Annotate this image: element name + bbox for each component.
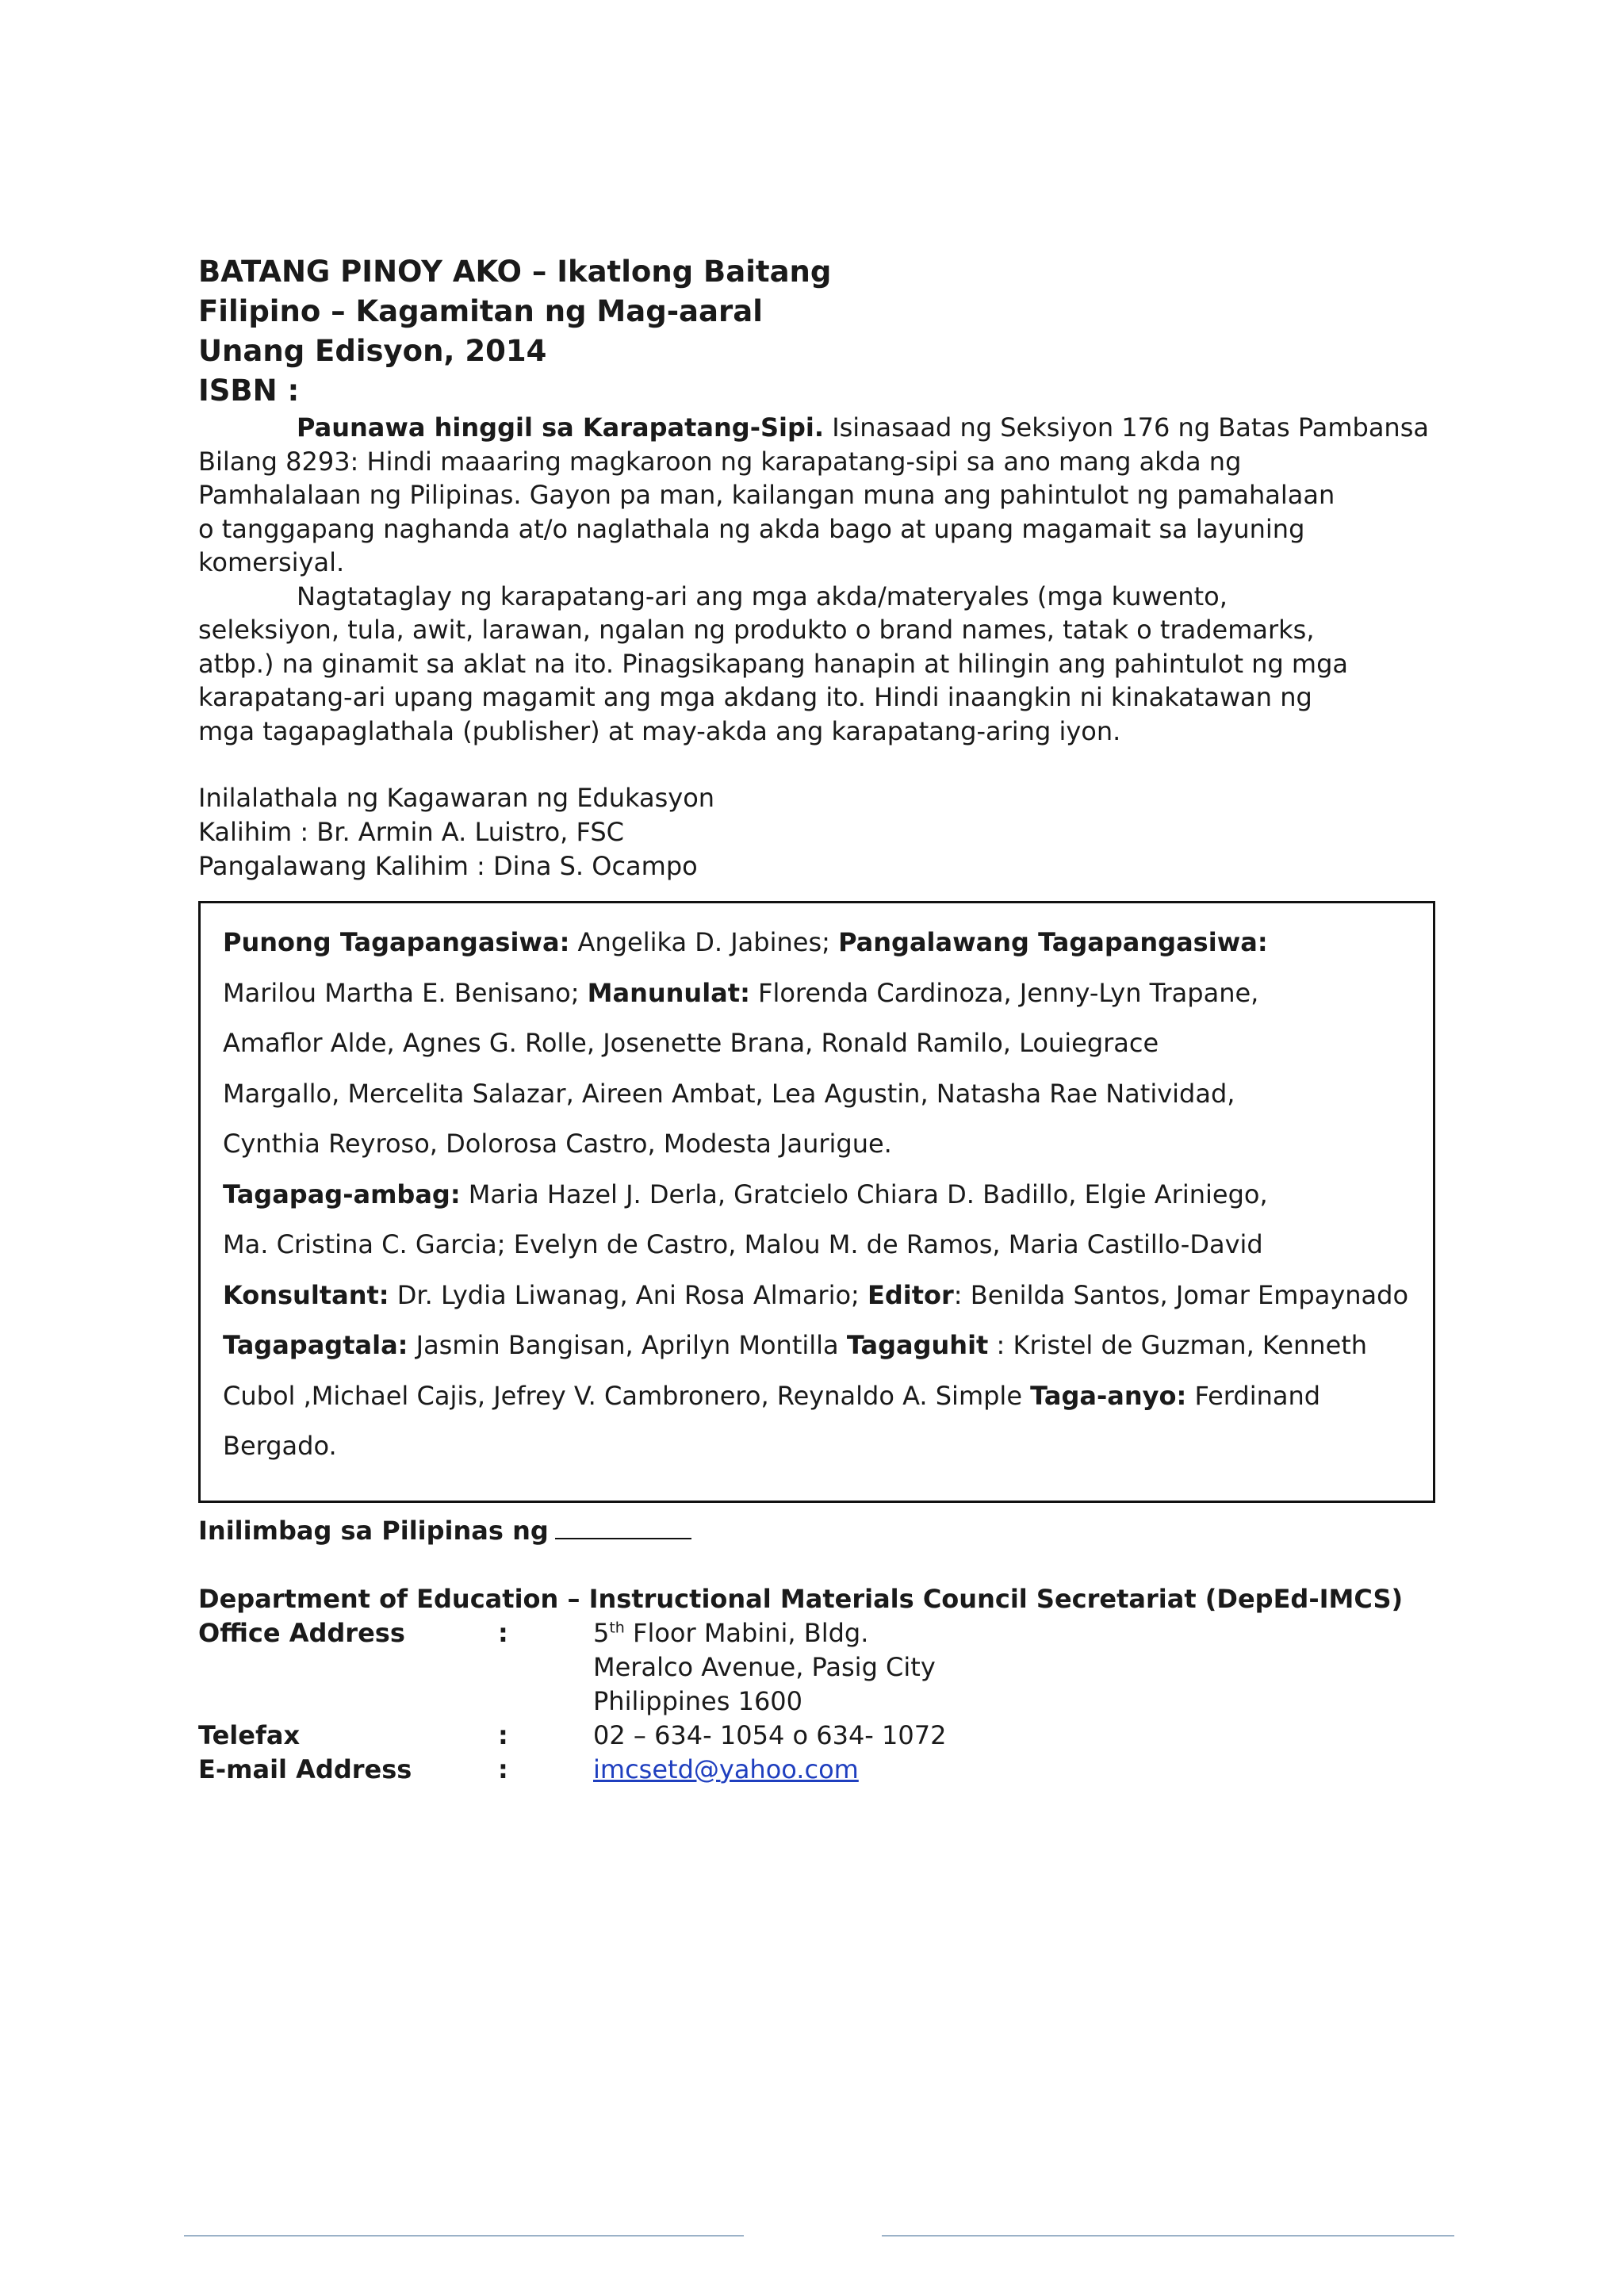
notice-paragraph-1: Paunawa hinggil sa Karapatang-Sipi. Isinasaad ng Seksiyon 176 ng Batas Pambansa Bilang 8293: Hindi maaaring magkaroon ng karapatang-sipi sa ano mang akda ng Pamhalalaan ng Pilipinas. Gayon pa man, kailangan muna ang pahintulot ng pamahalaan o tanggapang naghanda at/o naglathala ng akda bago at upang magamait sa layuning komersiyal. [198, 412, 1429, 577]
telefax-row: Telefax : 02 – 634- 1054 o 634- 1072 [198, 1719, 947, 1750]
credits-line: Punong Tagapangasiwa: Angelika D. Jabines; Pangalawang Tagapangasiwa: [223, 927, 1268, 957]
department-heading: Department of Education – Instructional Materials Council Secretariat (DepEd-IMCS) [198, 1583, 1404, 1614]
notice-paragraph-2: Nagtataglay ng karapatang-ari ang mga akda/materyales (mga kuwento, seleksiyon, tula, awit, larawan, ngalan ng produkto o brand names, tatak o trademarks, atbp.) na ginamit sa aklat na ito. Pinagsikapang hanapin at hilingin ang pahintulot ng mga karapatang-ari upang magamit ang mga akdang ito. Hindi inaangkin ni kinakatawan ng mga tagapaglathala (publisher) at may-akda ang karapatang-aring iyon. [198, 581, 1349, 746]
footer-rule-left [184, 2235, 744, 2237]
undersecretary-line: Pangalawang Kalihim : Dina S. Ocampo [198, 851, 698, 881]
book-subtitle: Filipino – Kagamitan ng Mag-aaral [198, 294, 763, 328]
credits-line: Cynthia Reyroso, Dolorosa Castro, Modesta Jaurigue. [223, 1129, 892, 1159]
credits-line: Bergado. [223, 1431, 337, 1461]
office-address-row: Office Address : 5th Floor Mabini, Bldg. [198, 1617, 869, 1648]
credits-line: Tagapagtala: Jasmin Bangisan, Aprilyn Montilla Tagaguhit : Kristel de Guzman, Kenneth [223, 1330, 1368, 1360]
printer-blank [555, 1517, 691, 1539]
footer-rule-right [882, 2235, 1454, 2237]
copyright-page-content [198, 252, 1435, 1787]
email-link[interactable]: imcsetd@yahoo.com [593, 1754, 859, 1784]
office-address-row-2: Meralco Avenue, Pasig City [593, 1651, 936, 1682]
credits-line: Amaflor Alde, Agnes G. Rolle, Josenette Brana, Ronald Ramilo, Louiegrace [223, 1028, 1159, 1058]
office-address-row-3: Philippines 1600 [593, 1685, 803, 1716]
credits-line: Konsultant: Dr. Lydia Liwanag, Ani Rosa Almario; Editor: Benilda Santos, Jomar Empaynado [223, 1279, 1409, 1310]
credits-line: Marilou Martha E. Benisano; Manunulat: Florenda Cardinoza, Jenny-Lyn Trapane, [223, 977, 1259, 1008]
isbn: ISBN : [198, 374, 300, 408]
title-block [198, 252, 1435, 411]
notice-heading: Paunawa hinggil sa Karapatang-Sipi. [297, 412, 825, 443]
credits-line: Tagapag-ambag: Maria Hazel J. Derla, Gratcielo Chiara D. Badillo, Elgie Ariniego, [223, 1179, 1268, 1209]
printed-in-line: Inilimbag sa Pilipinas ng [198, 1516, 1435, 1546]
secretary-line: Kalihim : Br. Armin A. Luistro, FSC [198, 817, 624, 847]
credits-line: Ma. Cristina C. Garcia; Evelyn de Castro, Malou M. de Ramos, Maria Castillo-David [223, 1229, 1263, 1259]
email-row: E-mail Address : imcsetd@yahoo.com [198, 1753, 1435, 1787]
credits-box [198, 901, 1435, 1503]
edition: Unang Edisyon, 2014 [198, 334, 547, 368]
department-contact [198, 1582, 1435, 1787]
credits-line: Cubol ,Michael Cajis, Jefrey V. Cambronero, Reynaldo A. Simple Taga-anyo: Ferdinand [223, 1380, 1321, 1411]
credits-line: Margallo, Mercelita Salazar, Aireen Ambat, Lea Agustin, Natasha Rae Natividad, [223, 1078, 1235, 1109]
publisher-info [198, 781, 1435, 884]
book-title: BATANG PINOY AKO – Ikatlong Baitang [198, 255, 832, 289]
copyright-notice [198, 411, 1435, 748]
publisher-line: Inilalathala ng Kagawaran ng Edukasyon [198, 783, 715, 813]
